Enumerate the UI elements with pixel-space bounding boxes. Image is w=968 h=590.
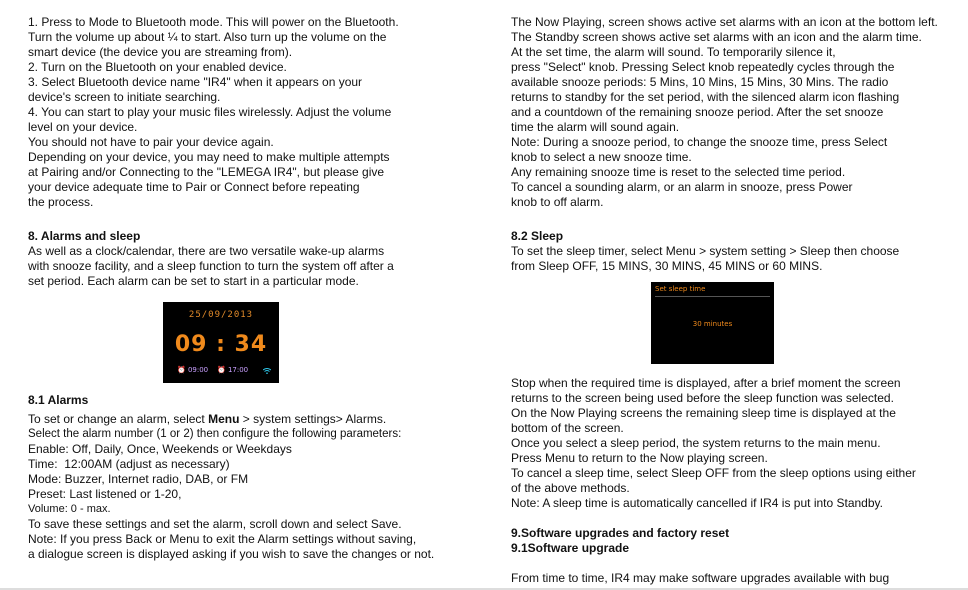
sleep-details xyxy=(511,376,956,586)
text-line: your device adequate time to Pair or Connect before repeating xyxy=(28,180,360,194)
divider xyxy=(655,296,770,297)
text-line: returns to standby for the set period, with the silenced alarm icon flashing xyxy=(511,90,900,104)
text-line: 1. Press to Mode to Bluetooth mode. This will power on the Bluetooth. xyxy=(28,15,399,29)
text-line: Volume: 0 - max. xyxy=(28,503,111,515)
text-line: from Sleep OFF, 15 MINS, 30 MINS, 45 MINS or 60 MINS. xyxy=(511,259,823,273)
text-line: To set the sleep timer, select Menu > system setting > Sleep then choose xyxy=(511,244,900,258)
text-line: device's screen to initiate searching. xyxy=(28,90,221,104)
text-line: Time: 12:00AM (adjust as necessary) xyxy=(28,457,230,471)
text-line: of the above methods. xyxy=(511,481,630,495)
text-line: On the Now Playing screens the remaining sleep time is displayed at the xyxy=(511,406,896,420)
text-line: the process. xyxy=(28,195,94,209)
text-line: At the set time, the alarm will sound. To temporarily silence it, xyxy=(511,45,836,59)
text-line: returns to the screen being used before the sleep function was selected. xyxy=(511,391,894,405)
alarm-1-indicator xyxy=(177,366,208,374)
text-line: 2. Turn on the Bluetooth on your enabled device. xyxy=(28,60,287,74)
sleep-screen-value: 30 minutes xyxy=(692,320,733,328)
text-line: 4. You can start to play your music files wirelessly. Adjust the volume xyxy=(28,105,392,119)
text-line: Note: If you press Back or Menu to exit the Alarm settings without saving, xyxy=(28,532,417,546)
alarm-intro-path: > system settings> Alarms. xyxy=(239,412,387,426)
text-line: Select the alarm number (1 or 2) then configure the following parameters: xyxy=(28,428,402,440)
right-column xyxy=(511,0,956,274)
section-8-1-heading: 8.1 Alarms xyxy=(28,393,89,407)
text-line: As well as a clock/calendar, there are two versatile wake-up alarms xyxy=(28,244,385,258)
text-line: Preset: Last listened or 1-20, xyxy=(28,487,182,501)
section-8-heading: 8. Alarms and sleep xyxy=(28,229,141,243)
text-line: To save these settings and set the alarm, scroll down and select Save. xyxy=(28,517,402,531)
text-line: Note: During a snooze period, to change the snooze time, press Select xyxy=(511,135,888,149)
sleep-screen-image xyxy=(651,282,774,364)
section-8-body xyxy=(28,244,473,289)
alarm-intro xyxy=(28,412,473,427)
text-line: and a countdown of the remaining snooze period. After the set snooze xyxy=(511,105,884,119)
sleep-screen-title: Set sleep time xyxy=(655,285,706,293)
section-8-2-heading: 8.2 Sleep xyxy=(511,229,564,243)
text-line: Enable: Off, Daily, Once, Weekends or Weekdays xyxy=(28,442,292,456)
text-line: time the alarm will sound again. xyxy=(511,120,680,134)
text-line: press "Select" knob. Pressing Select knob repeatedly cycles through the xyxy=(511,60,895,74)
section-9-heading: 9.Software upgrades and factory reset xyxy=(511,526,730,540)
clock-date: 25/09/2013 xyxy=(188,310,254,320)
text-line: 3. Select Bluetooth device name "IR4" when it appears on your xyxy=(28,75,363,89)
text-line: set period. Each alarm can be set to start in a particular mode. xyxy=(28,274,359,288)
text-line: Note: A sleep time is automatically cancelled if IR4 is put into Standby. xyxy=(511,496,883,510)
text-line: The Now Playing, screen shows active set alarms with an icon at the bottom left. xyxy=(511,15,938,29)
bluetooth-steps xyxy=(28,15,473,210)
text-line: knob to off alarm. xyxy=(511,195,604,209)
text-line: You should not have to pair your device again. xyxy=(28,135,274,149)
alarm-clock-icon: ⏰ xyxy=(177,366,186,374)
text-line: Once you select a sleep period, the system returns to the main menu. xyxy=(511,436,881,450)
text-line: The Standby screen shows active set alarms with an icon and the alarm time. xyxy=(511,30,922,44)
text-line: at Pairing and/or Connecting to the "LEMEGA IR4", but please give xyxy=(28,165,385,179)
alarm-2-indicator xyxy=(217,366,248,374)
text-line: smart device (the device you are streaming from). xyxy=(28,45,293,59)
alarm-1-time: 09:00 xyxy=(187,366,209,374)
text-line: Press Menu to return to the Now playing screen. xyxy=(511,451,768,465)
text-line: Stop when the required time is displayed, after a brief moment the screen xyxy=(511,376,901,390)
alarm-2-time: 17:00 xyxy=(227,366,249,374)
text-line: To cancel a sounding alarm, or an alarm in snooze, press Power xyxy=(511,180,853,194)
section-8-1 xyxy=(28,393,473,562)
section-9-1-heading: 9.1Software upgrade xyxy=(511,541,630,555)
text-line: From time to time, IR4 may make software upgrades available with bug xyxy=(511,571,890,585)
wifi-icon xyxy=(263,368,271,374)
alarm-behavior-text xyxy=(511,15,956,210)
text-line: Mode: Buzzer, Internet radio, DAB, or FM xyxy=(28,472,249,486)
alarm-intro-menu: Menu xyxy=(208,412,240,426)
text-line: level on your device. xyxy=(28,120,138,134)
left-column xyxy=(28,0,473,289)
text-line: a dialogue screen is displayed asking if you wish to save the changes or not. xyxy=(28,547,435,561)
clock-screen-image xyxy=(163,302,279,383)
text-line: available snooze periods: 5 Mins, 10 Mins, 15 Mins, 30 Mins. The radio xyxy=(511,75,889,89)
text-line: knob to select a new snooze time. xyxy=(511,150,692,164)
alarm-intro-text: To set or change an alarm, select xyxy=(28,412,209,426)
clock-time: 09 : 34 xyxy=(174,332,268,357)
text-line: with snooze facility, and a sleep function to turn the system off after a xyxy=(28,259,394,273)
text-line: Any remaining snooze time is reset to the selected time period. xyxy=(511,165,846,179)
text-line: Turn the volume up about ¼ to start. Also turn up the volume on the xyxy=(28,30,387,44)
text-line: Depending on your device, you may need to make multiple attempts xyxy=(28,150,390,164)
text-line: bottom of the screen. xyxy=(511,421,624,435)
text-line: To cancel a sleep time, select Sleep OFF from the sleep options using either xyxy=(511,466,916,480)
alarm-clock-icon: ⏰ xyxy=(217,366,226,374)
